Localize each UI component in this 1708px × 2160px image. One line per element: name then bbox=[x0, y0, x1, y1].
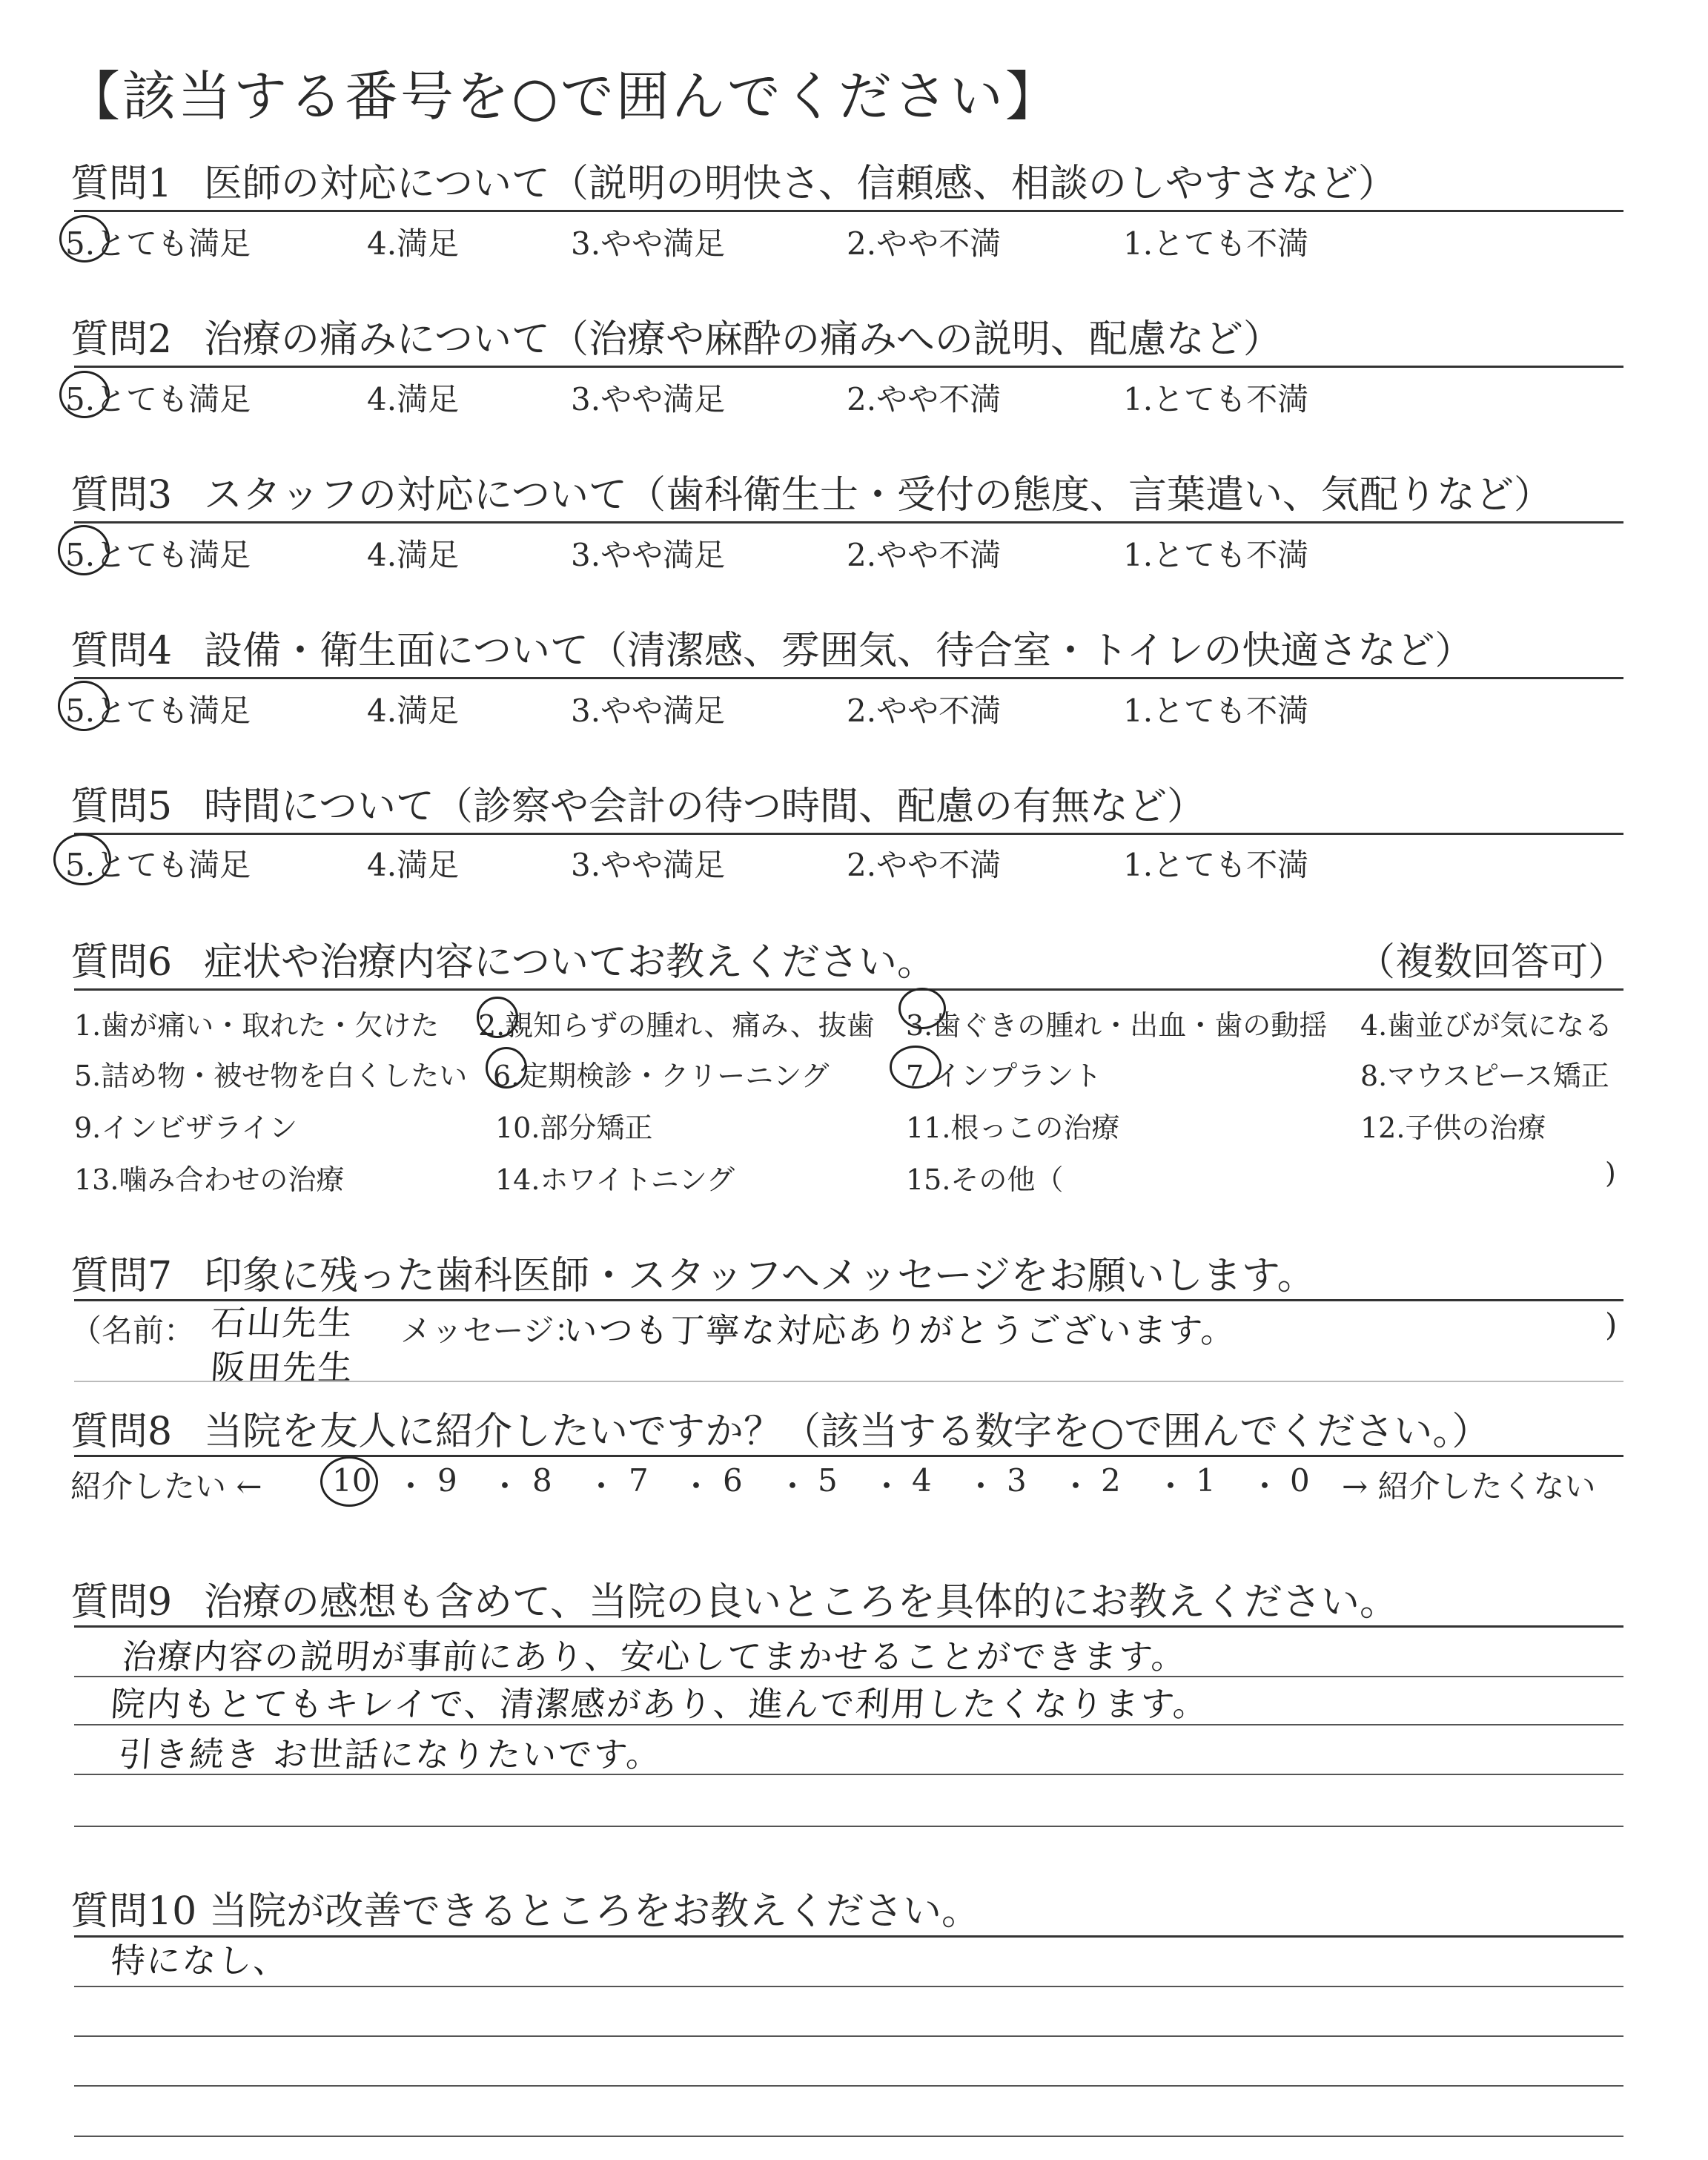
q6-item-4[interactable]: 4.歯並びが気になる bbox=[1360, 1009, 1613, 1042]
q7-name-2: 阪田先生 bbox=[209, 1347, 355, 1387]
question-10-text: 当院が改善できるところをお教えください。 bbox=[209, 1889, 981, 1934]
q8-selection-circle bbox=[320, 1456, 378, 1507]
question-2-rule bbox=[74, 366, 1623, 368]
q6-item-15[interactable]: 15.その他（ bbox=[906, 1163, 1064, 1196]
question-9-rule bbox=[74, 1625, 1623, 1628]
q8-scale-2[interactable]: 2 bbox=[1101, 1462, 1121, 1499]
q8-dot: ・ bbox=[965, 1468, 997, 1505]
question-3-label: 質問3 bbox=[70, 473, 173, 518]
q1-option-2[interactable]: 2.やや不満 bbox=[847, 225, 1002, 262]
q6-item-9[interactable]: 9.インビザライン bbox=[74, 1112, 298, 1144]
q6-item-12[interactable]: 12.子供の治療 bbox=[1360, 1112, 1546, 1144]
q5-option-1[interactable]: 1.とても不満 bbox=[1123, 847, 1309, 883]
q4-option-4[interactable]: 4.満足 bbox=[367, 693, 460, 729]
q4-selection-circle bbox=[58, 681, 110, 731]
q4-option-5[interactable]: 5.とても満足 bbox=[65, 693, 251, 729]
q7-message-label: メッセージ： bbox=[400, 1312, 586, 1349]
q8-dot: ・ bbox=[1249, 1468, 1281, 1505]
q4-option-3[interactable]: 3.やや満足 bbox=[571, 693, 726, 729]
q10-answer-rule bbox=[74, 2136, 1623, 2137]
q10-answer-rule bbox=[74, 2085, 1623, 2087]
q4-option-1[interactable]: 1.とても不満 bbox=[1123, 693, 1309, 729]
q2-option-5[interactable]: 5.とても満足 bbox=[65, 381, 251, 417]
q6-item-5[interactable]: 5.詰め物・被せ物を白くしたい bbox=[74, 1060, 468, 1092]
q8-scale-5[interactable]: 5 bbox=[818, 1462, 838, 1499]
q6-item-7[interactable]: 7.インプラント bbox=[906, 1060, 1102, 1092]
q8-scale-7[interactable]: 7 bbox=[629, 1462, 649, 1499]
question-5-rule bbox=[74, 833, 1623, 835]
q8-scale-9[interactable]: 9 bbox=[437, 1462, 457, 1499]
q3-option-1[interactable]: 1.とても不満 bbox=[1123, 537, 1309, 573]
question-1-text: 医師の対応について（説明の明快さ、信頼感、相談のしやすさなど） bbox=[204, 162, 1397, 206]
question-9-label: 質問9 bbox=[70, 1580, 173, 1625]
q3-option-2[interactable]: 2.やや不満 bbox=[847, 537, 1002, 573]
q10-answer-line-1: 特になし、 bbox=[109, 1941, 291, 1981]
q6-item-6-circle bbox=[486, 1047, 527, 1089]
q8-scale-10[interactable]: 10 bbox=[332, 1462, 372, 1499]
question-7-text: 印象に残った歯科医師・スタッフへメッセージをお願いします。 bbox=[204, 1254, 1316, 1298]
q1-option-3[interactable]: 3.やや満足 bbox=[571, 225, 726, 262]
q9-answer-line-1: 治療内容の説明が事前にあり、安心してまかせることができます。 bbox=[120, 1636, 1189, 1677]
q1-option-5[interactable]: 5.とても満足 bbox=[65, 225, 251, 262]
q8-dot: ・ bbox=[586, 1468, 618, 1505]
q7-name-label: （名前： bbox=[70, 1312, 196, 1349]
q6-item-6[interactable]: 6.定期検診・クリーニング bbox=[493, 1060, 830, 1092]
question-2-label: 質問2 bbox=[70, 317, 173, 362]
q3-option-4[interactable]: 4.満足 bbox=[367, 537, 460, 573]
q6-item-2[interactable]: 2.親知らずの腫れ、痛み、抜歯 bbox=[478, 1009, 875, 1042]
q6-item-14[interactable]: 14.ホワイトニング bbox=[495, 1163, 735, 1196]
q4-option-2[interactable]: 2.やや不満 bbox=[847, 693, 1002, 729]
q2-option-4[interactable]: 4.満足 bbox=[367, 381, 460, 417]
q8-dot: ・ bbox=[777, 1468, 809, 1505]
q1-option-1[interactable]: 1.とても不満 bbox=[1123, 225, 1309, 262]
question-2-text: 治療の痛みについて（治療や麻酔の痛みへの説明、配慮など） bbox=[204, 317, 1282, 362]
q5-option-4[interactable]: 4.満足 bbox=[367, 847, 460, 883]
question-3-rule bbox=[74, 521, 1623, 524]
form-heading: 【該当する番号を○で囲んでください】 bbox=[67, 65, 1061, 128]
q8-dot: ・ bbox=[1060, 1468, 1092, 1505]
question-6-rule bbox=[74, 988, 1623, 991]
q9-answer-line-2: 院内もとてもキレイで、清潔感があり、進んで利用したくなります。 bbox=[109, 1684, 1211, 1724]
question-9-text: 治療の感想も含めて、当院の良いところを具体的にお教えください。 bbox=[204, 1580, 1398, 1625]
q8-left-label: 紹介したい ← bbox=[70, 1468, 262, 1505]
q8-right-label: → 紹介したくない bbox=[1342, 1468, 1596, 1505]
q6-item-10[interactable]: 10.部分矯正 bbox=[495, 1112, 653, 1144]
q8-dot: ・ bbox=[395, 1468, 427, 1505]
q5-selection-circle bbox=[53, 833, 111, 885]
q8-scale-1[interactable]: 1 bbox=[1196, 1462, 1216, 1499]
q7-name-1: 石山先生 bbox=[209, 1303, 355, 1343]
q8-dot: ・ bbox=[681, 1468, 712, 1505]
q8-dot: ・ bbox=[871, 1468, 903, 1505]
q6-item-8[interactable]: 8.マウスピース矯正 bbox=[1360, 1060, 1609, 1092]
question-1-label: 質問1 bbox=[70, 162, 173, 206]
q6-item-13[interactable]: 13.噛み合わせの治療 bbox=[74, 1163, 345, 1196]
q6-item-2-circle bbox=[477, 997, 518, 1038]
q3-selection-circle bbox=[58, 525, 110, 575]
q6-item-3[interactable]: 3.歯ぐきの腫れ・出血・歯の動揺 bbox=[906, 1009, 1328, 1042]
q3-option-5[interactable]: 5.とても満足 bbox=[65, 537, 251, 573]
question-8-rule bbox=[74, 1455, 1623, 1457]
q2-selection-circle bbox=[59, 371, 110, 418]
q10-answer-rule bbox=[74, 1986, 1623, 1987]
q1-option-4[interactable]: 4.満足 bbox=[367, 225, 460, 262]
q6-item-3-circle bbox=[898, 988, 946, 1029]
q8-scale-6[interactable]: 6 bbox=[723, 1462, 743, 1499]
q2-option-1[interactable]: 1.とても不満 bbox=[1123, 381, 1309, 417]
q5-option-2[interactable]: 2.やや不満 bbox=[847, 847, 1002, 883]
question-6-text: 症状や治療内容についてお教えください。 bbox=[204, 940, 936, 985]
q8-dot: ・ bbox=[1155, 1468, 1187, 1505]
question-8-text: 当院を友人に紹介したいですか？（該当する数字を○で囲んでください。） bbox=[204, 1410, 1491, 1454]
q5-option-3[interactable]: 3.やや満足 bbox=[571, 847, 726, 883]
question-10-rule bbox=[74, 1935, 1623, 1938]
q2-option-2[interactable]: 2.やや不満 bbox=[847, 381, 1002, 417]
q7-bottom-rule bbox=[74, 1381, 1623, 1382]
q8-scale-8[interactable]: 8 bbox=[532, 1462, 552, 1499]
question-4-label: 質問4 bbox=[70, 629, 173, 673]
question-10-label: 質問10 bbox=[70, 1889, 197, 1934]
q2-option-3[interactable]: 3.やや満足 bbox=[571, 381, 726, 417]
question-4-rule bbox=[74, 677, 1623, 679]
q10-answer-rule bbox=[74, 2035, 1623, 2037]
q6-item-11[interactable]: 11.根っこの治療 bbox=[906, 1112, 1120, 1144]
q6-item-1[interactable]: 1.歯が痛い・取れた・欠けた bbox=[74, 1009, 440, 1042]
q8-dot: ・ bbox=[489, 1468, 521, 1505]
question-5-text: 時間について（診察や会計の待つ時間、配慮の有無など） bbox=[204, 785, 1205, 829]
q7-close-paren: ) bbox=[1605, 1307, 1618, 1343]
question-7-label: 質問7 bbox=[70, 1254, 173, 1298]
question-5-label: 質問5 bbox=[70, 785, 173, 829]
question-4-text: 設備・衛生面について（清潔感、雰囲気、待合室・トイレの快適さなど） bbox=[204, 629, 1474, 673]
question-6-note: （複数回答可） bbox=[1357, 940, 1627, 985]
question-6-label: 質問6 bbox=[70, 940, 173, 985]
q3-option-3[interactable]: 3.やや満足 bbox=[571, 537, 726, 573]
q6-other-close-paren: ) bbox=[1605, 1157, 1616, 1189]
question-1-rule bbox=[74, 210, 1623, 212]
q7-message: いつも丁寧な対応ありがとうございます。 bbox=[561, 1310, 1239, 1350]
q8-scale-0[interactable]: 0 bbox=[1290, 1462, 1310, 1499]
q9-answer-line-3: 引き続き お世話になりたいです。 bbox=[116, 1734, 663, 1774]
question-3-text: スタッフの対応について（歯科衛生士・受付の態度、言葉遣い、気配りなど） bbox=[204, 473, 1552, 518]
question-8-label: 質問8 bbox=[70, 1410, 173, 1454]
q1-selection-circle bbox=[59, 215, 110, 262]
q6-item-7-circle bbox=[890, 1046, 941, 1089]
q9-answer-rule bbox=[74, 1826, 1623, 1827]
q8-scale-4[interactable]: 4 bbox=[912, 1462, 932, 1499]
q8-scale-3[interactable]: 3 bbox=[1007, 1462, 1027, 1499]
q5-option-5[interactable]: 5.とても満足 bbox=[65, 847, 251, 883]
